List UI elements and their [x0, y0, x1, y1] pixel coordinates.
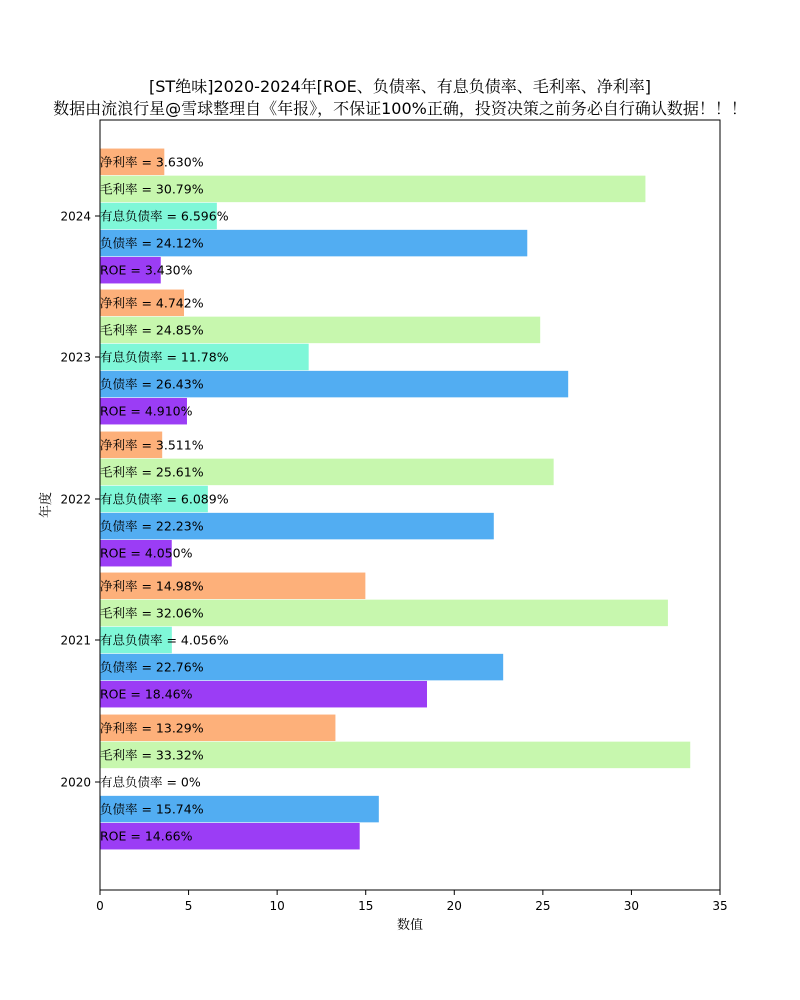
- data-label-2023-有息负债率: 有息负债率 = 11.78%: [100, 349, 229, 365]
- y-axis-label: 年度: [39, 491, 54, 519]
- y-tick-label-2021: 2021: [60, 633, 91, 648]
- y-tick-label-2023: 2023: [60, 350, 91, 365]
- data-label-2023-负债率: 负债率 = 26.43%: [100, 376, 204, 392]
- data-label-2021-ROE: ROE = 18.46%: [100, 686, 193, 702]
- data-label-2020-有息负债率: 有息负债率 = 0%: [100, 774, 201, 790]
- data-label-2024-毛利率: 毛利率 = 30.79%: [100, 181, 204, 197]
- y-tick-label-2020: 2020: [60, 775, 91, 790]
- x-tick-label: 30: [623, 899, 640, 913]
- data-label-2023-ROE: ROE = 4.910%: [100, 403, 193, 419]
- data-label-2022-ROE: ROE = 4.050%: [100, 545, 193, 561]
- chart-subtitle: 数据由流浪行星@雪球整理自《年报》，不保证100%正确，投资决策之前务必自行确认数据！！！: [53, 99, 747, 118]
- data-label-2021-负债率: 负债率 = 22.76%: [100, 659, 204, 675]
- chart-title-line1: [ST绝味]2020-2024年[ROE、负债率、有息负债率、毛利率、净利率]: [149, 77, 651, 96]
- x-axis: [96, 890, 727, 913]
- data-label-2022-有息负债率: 有息负债率 = 6.089%: [100, 491, 229, 507]
- data-label-2021-有息负债率: 有息负债率 = 4.056%: [100, 632, 229, 648]
- x-axis-label: 数值: [396, 918, 424, 933]
- data-label-2022-净利率: 净利率 = 3.511%: [100, 437, 204, 453]
- data-label-2020-净利率: 净利率 = 13.29%: [100, 720, 204, 736]
- x-tick-label: 25: [535, 899, 551, 913]
- data-label-2022-毛利率: 毛利率 = 25.61%: [100, 464, 204, 480]
- data-label-2023-毛利率: 毛利率 = 24.85%: [100, 322, 204, 338]
- data-label-2024-ROE: ROE = 3.430%: [100, 262, 193, 278]
- data-label-2021-净利率: 净利率 = 14.98%: [100, 578, 204, 594]
- data-label-2020-ROE: ROE = 14.66%: [100, 828, 193, 844]
- x-tick-label: 10: [269, 899, 285, 913]
- x-tick-label: 20: [446, 899, 462, 913]
- data-label-2024-净利率: 净利率 = 3.630%: [100, 154, 204, 170]
- data-label-2022-负债率: 负债率 = 22.23%: [100, 518, 204, 534]
- x-tick-label: 35: [712, 899, 728, 913]
- data-label-2024-负债率: 负债率 = 24.12%: [100, 235, 204, 251]
- y-tick-label-2024: 2024: [60, 209, 91, 224]
- data-label-2020-负债率: 负债率 = 15.74%: [100, 801, 204, 817]
- data-label-2024-有息负债率: 有息负债率 = 6.596%: [100, 208, 229, 224]
- data-label-2021-毛利率: 毛利率 = 32.06%: [100, 605, 204, 621]
- y-tick-label-2022: 2022: [60, 492, 91, 507]
- x-tick-label: 5: [184, 899, 193, 913]
- data-label-2020-毛利率: 毛利率 = 33.32%: [100, 747, 204, 763]
- data-label-2023-净利率: 净利率 = 4.742%: [100, 295, 204, 311]
- y-axis: [60, 210, 100, 790]
- x-tick-label: 15: [358, 899, 374, 913]
- x-tick-label: 0: [96, 899, 104, 913]
